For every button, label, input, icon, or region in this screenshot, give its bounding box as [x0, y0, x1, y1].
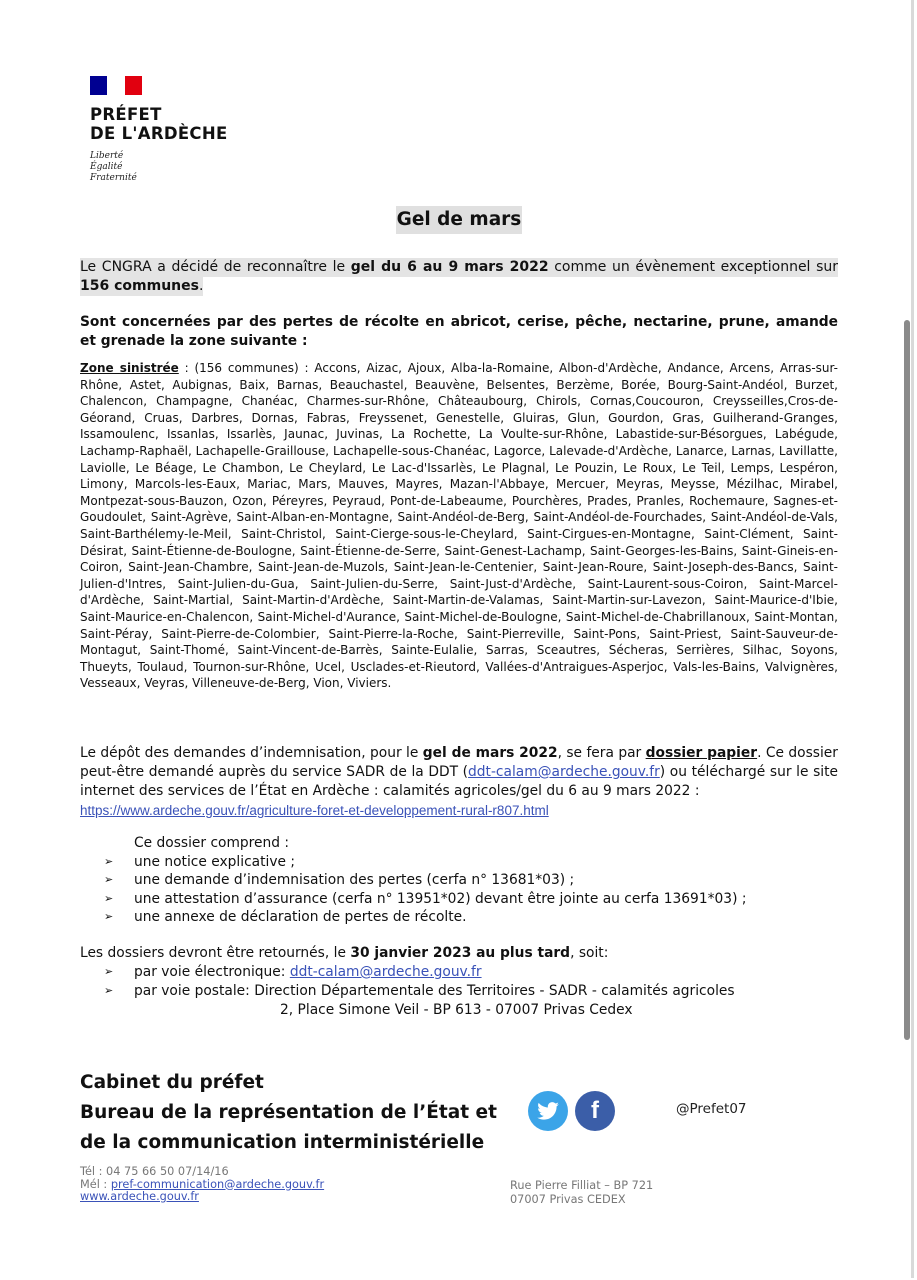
ardeche-site-link[interactable]: www.ardeche.gouv.fr [80, 1190, 199, 1203]
zone-communes-list: : (156 communes) : Accons, Aizac, Ajoux, Alba-la-Romaine, Albon-d'Ardèche, Andance, Arcens, Arras-sur-Rhône, Astet, Aubignas, Baix, Barnas, Beauchastel, Beauvène, Belsentes, Berzème, Borée, Bourg-Saint-Andéol, Burzet, Chalencon, Champagne, Chanéac, Charmes-sur-Rhône, Châteaubourg, Chirols, Cornas,Coucouron, Creysseilles,Cros-de-Géorand, Cruas, Darbres, Dornas, Fabras, Freyssenet, Genestelle, Gluiras, Glun, Gourdon, Gras, Guilherand-Granges, Issamoulenc, Issanlas, Issarlès, Jaunac, Juvinas, La Rochette, La Voulte-sur-Rhône, Labastide-sur-Bésorgues, Labégude, Lachamp-Raphaël, Lachapelle-Graillouse, Lachapelle-sous-Chanéac, Lagorce, Lalevade-d'Ardèche, Lanarce, Larnas, Lavillatte, Laviolle, Le Béage, Le Chambon, Le Cheylard, Le Lac-d'Issarlès, Le Plagnal, Le Pouzin, Le Roux, Le Teil, Lemps, Lespéron, Limony, Marcols-les-Eaux, Mariac, Mars, Mauves, Mayres, Mazan-l'Abbaye, Mercuer, Meyras, Meysse, Mézilhac, Mirabel, Montpezat-sous-Bauzon, Ozon, Péreyres, Peyraud, Pont-de-Labeaume, Pourchères, Prades, Pranles, Rochemaure, Sagnes-et-Goudoulet, Saint-Agrève, Saint-Alban-en-Montagne, Saint-Andéol-de-Berg, Saint-Andéol-de-Fourchades, Saint-Andéol-de-Vals, Saint-Barthélemy-le-Meil, Saint-Christol, Saint-Cierge-sous-le-Cheylard, Saint-Cirgues-en-Montagne, Saint-Clément, Saint-Désirat, Saint-Étienne-de-Boulogne, Saint-Étienne-de-Serre, Saint-Genest-Lachamp, Saint-Georges-les-Bains, Saint-Gineis-en-Coiron, Saint-Jean-Chambre, Saint-Jean-de-Muzols, Saint-Jean-le-Centenier, Saint-Jean-Roure, Saint-Joseph-des-Bancs, Saint-Julien-d'Intres, Saint-Julien-du-Gua, Saint-Julien-du-Serre, Saint-Just-d'Ardèche, Saint-Laurent-sous-Coiron, Saint-Marcel-d'Ardèche, Saint-Martial, Saint-Martin-d'Ardèche, Saint-Martin-de-Valamas, Saint-Martin-sur-Lavezon, Saint-Maurice-d'Ibie, Saint-Maurice-en-Chalencon, Saint-Michel-d'Aurance, Saint-Michel-de-Boulogne, Saint-Michel-de-Chabrillanoux, Saint-Montan, Saint-Péray, Saint-Pierre-de-Colombier, Saint-Pierre-la-Roche, Saint-Pierreville, Saint-Pons, Saint-Priest, Saint-Sauveur-de-Montagut, Saint-Thomé, Saint-Vincent-de-Barrès, Sainte-Eulalie, Sarras, Sceautres, Sécheras, Serrières, Silhac, Soyons, Thueyts, Toulaud, Tournon-sur-Rhône, Ucel, Usclades-et-Rieutord, Vallées-d'Antraigues-Asperjoc, Vals-les-Bains, Valvignères, Vesseaux, Veyras, Villeneuve-de-Berg, Vion, Viviers. [80, 361, 839, 691]
submission-paragraph [80, 744, 838, 821]
mail-label: Mél : [80, 1177, 111, 1191]
list-item [80, 982, 860, 1001]
depot-text-1: Le dépôt des demandes d’indemnisation, pour le [80, 745, 423, 761]
twitter-icon[interactable] [528, 1091, 568, 1131]
dossier-intro: Ce dossier comprend : [134, 835, 290, 851]
list-item [80, 908, 840, 927]
intro-bold-date: gel du 6 au 9 mars 2022 [350, 259, 549, 275]
prefecture-logo [90, 76, 228, 184]
dossier-item-1: une notice explicative ; [134, 853, 296, 870]
arrow-bullet-icon: ➢ [104, 910, 114, 923]
address-line-1: Rue Pierre Filliat – BP 721 [510, 1179, 654, 1192]
motto-fraternite: Fraternité [90, 173, 137, 183]
scrollbar[interactable] [904, 320, 910, 1040]
return-email-link[interactable]: ddt-calam@ardeche.gouv.fr [289, 964, 482, 980]
list-item [80, 871, 840, 890]
dossier-item-2: une demande d’indemnisation des pertes (cerfa n° 13681*03) ; [134, 872, 575, 888]
concerned-crops: Sont concernées par des pertes de récolte en abricot, cerise, pêche, nectarine, prune, amande et grenade la zone suivante : [80, 314, 838, 349]
document-title: Gel de mars [396, 206, 522, 234]
intro-text-1: Le CNGRA a décidé de reconnaître le [80, 259, 351, 275]
contact-block [80, 1166, 324, 1204]
return-text-2: , soit: [570, 945, 609, 961]
affected-zone-paragraph [80, 360, 838, 692]
cabinet-block [80, 1068, 497, 1158]
return-deadline-date: 30 janvier 2023 au plus tard [350, 945, 571, 961]
arrow-bullet-icon: ➢ [104, 891, 114, 905]
logo-motto [90, 151, 228, 184]
motto-liberte: Liberté [90, 151, 124, 161]
depot-text-2: , se fera par [557, 745, 646, 761]
motto-egalite: Égalité [90, 162, 123, 172]
french-flag-icon [90, 76, 142, 95]
ddt-email-link[interactable]: ddt-calam@ardeche.gouv.fr [468, 764, 660, 780]
cabinet-line-2: Bureau de la représentation de l’État et [80, 1102, 497, 1123]
return-electronic-label: par voie électronique: [134, 964, 290, 980]
depot-bold-gel: gel de mars 2022 [422, 745, 558, 761]
list-item [80, 963, 860, 982]
return-deadline [80, 944, 860, 963]
facebook-icon[interactable]: f [575, 1091, 615, 1131]
arrow-bullet-icon: ➢ [104, 984, 114, 997]
return-postal: par voie postale: Direction Départementale des Territoires - SADR - calamités agricoles [134, 983, 735, 999]
intro-bold-communes: 156 communes [80, 278, 199, 294]
cabinet-line-1: Cabinet du préfet [80, 1072, 264, 1093]
depot-bold-dossier: dossier papier [645, 745, 758, 761]
intro-text-2: comme un évènement exceptionnel sur [548, 259, 839, 275]
cabinet-line-3: de la communication interministérielle [80, 1132, 485, 1153]
logo-line-2: DE L'ARDÈCHE [90, 124, 228, 143]
address-line-2: 07007 Privas CEDEX [510, 1193, 626, 1206]
arrow-bullet-icon: ➢ [104, 873, 114, 886]
return-instructions [80, 944, 860, 1020]
ardeche-website-link[interactable]: https://www.ardeche.gouv.fr/agriculture-foret-et-developpement-rural-r807.html [80, 803, 549, 818]
twitter-bird-icon [537, 1102, 559, 1120]
return-text-1: Les dossiers devront être retournés, le [80, 945, 351, 961]
arrow-bullet-icon: ➢ [104, 965, 114, 978]
list-item [80, 853, 840, 872]
communication-email-link[interactable]: pref-communication@ardeche.gouv.fr [110, 1177, 325, 1191]
logo-title [90, 105, 228, 143]
return-postal-address: 2, Place Simone Veil - BP 613 - 07007 Privas Cedex [280, 1002, 633, 1018]
dossier-item-4: une annexe de déclaration de pertes de récolte. [134, 909, 467, 925]
postal-address-block [510, 1179, 653, 1207]
logo-line-1: PRÉFET [90, 105, 162, 124]
twitter-handle[interactable]: @Prefet07 [676, 1101, 747, 1117]
depot-text-3: . Ce dossier peut-être demandé auprès du service SADR de la DDT ( [80, 745, 838, 780]
contact-phone: Tél : 04 75 66 50 07/14/16 [80, 1165, 229, 1178]
intro-paragraph [80, 258, 838, 296]
depot-text-4: ) ou téléchargé sur le site internet des services de l’État en Ardèche : calamités agricoles/gel du 6 au 9 mars 2022 : [80, 764, 838, 799]
intro-text-3: . [198, 278, 204, 294]
dossier-item-3: une attestation d’assurance (cerfa n° 13951*02) devant être jointe au cerfa 13691*03) ; [134, 890, 747, 907]
zone-label: Zone sinistrée [80, 361, 179, 375]
dossier-contents [80, 834, 840, 927]
arrow-bullet-icon: ➢ [104, 854, 114, 868]
list-item [80, 890, 840, 909]
